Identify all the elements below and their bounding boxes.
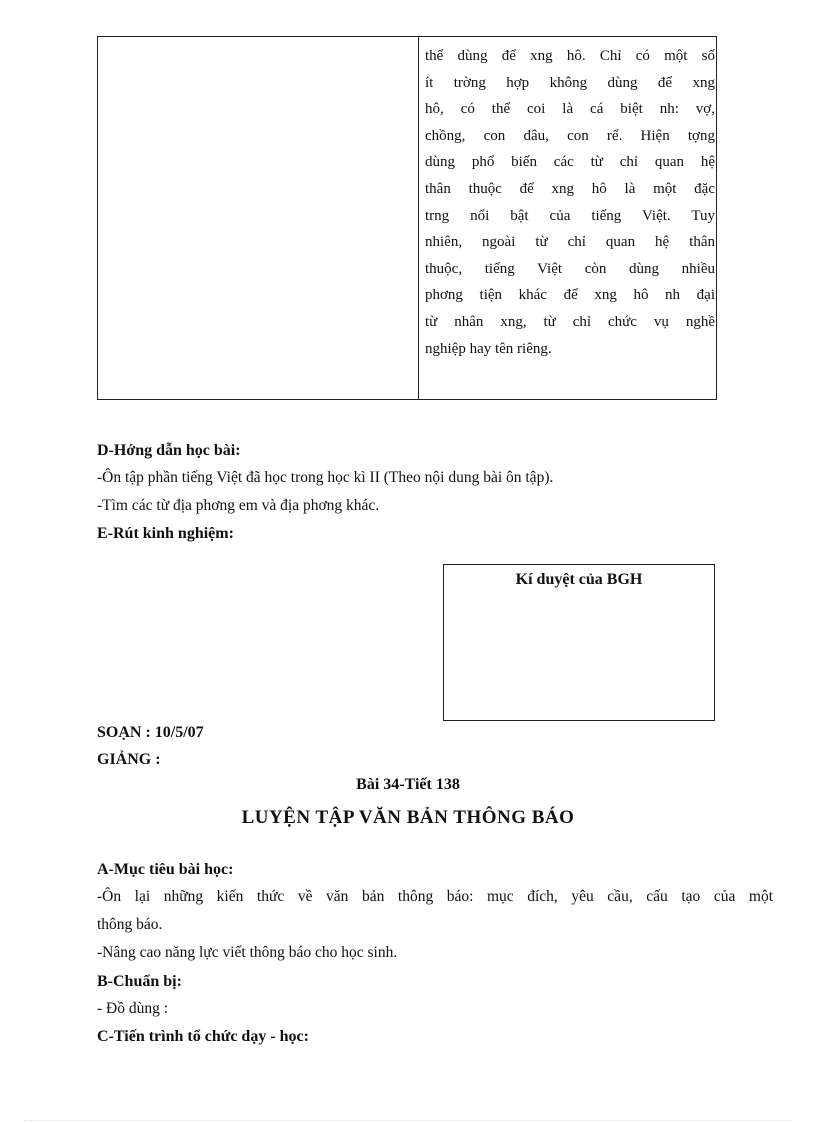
table-text-line: thân thuộc để xng hô là một đặc xyxy=(425,180,715,197)
section-e-heading: E-Rút kinh nghiệm: xyxy=(97,525,234,542)
table-text-line: nghiệp hay tên riêng. xyxy=(425,340,552,357)
section-a-line: -Ôn lại những kiến thức về văn bản thông báo: mục đích, yêu cầu, cấu tạo của một xyxy=(97,888,773,905)
soan-date: SOẠN : 10/5/07 xyxy=(97,724,204,741)
table-text-line: chồng, con dâu, con rể. Hiện tợng xyxy=(425,127,715,144)
table-text-line: thể dùng để xng hô. Chỉ có một số xyxy=(425,48,715,64)
giang-label: GIẢNG : xyxy=(97,751,161,768)
lesson-number: Bài 34-Tiết 138 xyxy=(356,776,460,793)
table-text-line: dùng phổ biến các từ chỉ quan hệ xyxy=(425,154,715,171)
table-text-line: thuộc, tiếng Việt còn dùng nhiều xyxy=(425,260,715,277)
table-text-line: nhiên, ngoài từ chỉ quan hệ thân xyxy=(425,234,715,251)
table-cell-right xyxy=(425,43,715,362)
table-text-line: phơng tiện khác để xng hô nh đại xyxy=(425,287,715,304)
table-cell-left xyxy=(98,37,418,399)
table-divider xyxy=(418,37,419,399)
table-text-line: hô, có thể coi là cá biệt nh: vợ, xyxy=(425,101,715,118)
lesson-title: LUYỆN TẬP VĂN BẢN THÔNG BÁO xyxy=(241,807,575,828)
approval-box xyxy=(443,564,715,721)
section-a-line: thông báo. xyxy=(97,916,163,933)
approval-box-title: Kí duyệt của BGH xyxy=(515,571,643,588)
section-b-line: - Đồ dùng : xyxy=(97,1000,169,1017)
section-b-heading: B-Chuẩn bị: xyxy=(97,973,182,990)
section-d-line: -Ôn tập phần tiếng Việt đã học trong học kì II (Theo nội dung bài ôn tập). xyxy=(97,469,554,486)
section-d-heading: D-Hớng dẫn học bài: xyxy=(97,442,241,459)
section-a-line: -Nâng cao năng lực viết thông báo cho học sinh. xyxy=(97,944,398,961)
content-table xyxy=(97,36,717,400)
table-text-line: trng nổi bật của tiếng Việt. Tuy xyxy=(425,207,715,224)
table-text-line: ít trờng hợp không dùng để xng xyxy=(425,74,715,91)
section-d-line: -Tìm các từ địa phơng em và địa phơng khác. xyxy=(97,497,380,514)
table-text-line: từ nhân xng, từ chỉ chức vụ nghề xyxy=(425,313,715,330)
page-bottom-rule xyxy=(24,1120,792,1121)
section-a-heading: A-Mục tiêu bài học: xyxy=(97,861,234,878)
section-c-heading: C-Tiến trình tổ chức dạy - học: xyxy=(97,1028,309,1045)
